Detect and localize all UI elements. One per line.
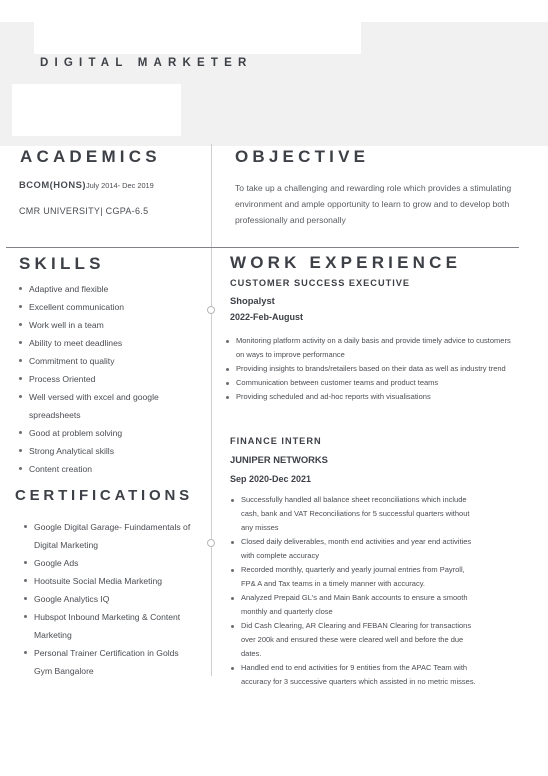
academics-degree-line (19, 179, 154, 190)
timeline-node (207, 539, 215, 547)
certification-item: Google Ads (24, 554, 194, 572)
certification-item: Hubspot Inbound Marketing & Content Marketing (24, 608, 194, 644)
work-experience-heading: WORK EXPERIENCE (230, 253, 462, 272)
academics-heading: ACADEMICS (20, 147, 161, 166)
job-bullet-list (231, 493, 476, 689)
certification-item: Personal Trainer Certification in Golds Gym Bangalore (24, 644, 194, 680)
job-bullet-list (226, 334, 511, 404)
skill-item: Well versed with excel and google spreadsheets (19, 388, 199, 424)
job-company: JUNIPER NETWORKS (230, 454, 328, 465)
job-bullet: Communication between customer teams and product teams (226, 376, 511, 390)
job-role: FINANCE INTERN (230, 436, 322, 446)
degree-dates: July 2014- Dec 2019 (85, 181, 154, 190)
job-bullet: Providing scheduled and ad-hoc reports with visualisations (226, 390, 511, 404)
job-bullet: Recorded monthly, quarterly and yearly journal entries from Payroll, FP& A and Tax teams in a timely manner with accuracy. (231, 563, 476, 591)
job-period: 2022-Feb-August (230, 312, 304, 322)
objective-heading: OBJECTIVE (235, 147, 370, 166)
certifications-list (24, 518, 194, 680)
certification-item: Google Digital Garage- Fuindamentals of Digital Marketing (24, 518, 194, 554)
skills-heading: SKILLS (19, 254, 105, 273)
skill-item: Process Oriented (19, 370, 199, 388)
skills-list (19, 280, 199, 478)
job-bullet: Successfully handled all balance sheet reconciliations which include cash, bank and VAT Reconciliations for 5 successful quarters without any misses (231, 493, 476, 535)
degree: BCOM(HONS) (19, 179, 86, 190)
job-company: Shopalyst (230, 295, 275, 306)
skill-item: Ability to meet deadlines (19, 334, 199, 352)
job-bullet: Monitoring platform activity on a daily basis and provide timely advice to customers on ways to improve performance (226, 334, 511, 362)
horizontal-divider (6, 247, 519, 248)
job-title: DIGITAL MARKETER (40, 57, 253, 69)
timeline-node (207, 306, 215, 314)
job-period: Sep 2020-Dec 2021 (230, 474, 312, 484)
certification-item: Hootsuite Social Media Marketing (24, 572, 194, 590)
skill-item: Excellent communication (19, 298, 199, 316)
name-placeholder-box (34, 22, 361, 54)
skill-item: Adaptive and flexible (19, 280, 199, 298)
job-bullet: Closed daily deliverables, month end activities and year end activities with complete accuracy (231, 535, 476, 563)
certification-item: Google Analytics IQ (24, 590, 194, 608)
vertical-divider (211, 144, 212, 676)
certifications-heading: CERTIFICATIONS (15, 487, 193, 504)
job-bullet: Providing insights to brands/retailers based on their data as well as industry trend (226, 362, 511, 376)
skill-item: Content creation (19, 460, 199, 478)
job-bullet: Analyzed Prepaid GL's and Main Bank accounts to ensure a smooth monthly and quarterly close (231, 591, 476, 619)
skill-item: Good at problem solving (19, 424, 199, 442)
job-bullet: Handled end to end activities for 9 entities from the APAC Team with accuracy for 3 successive quarters which assisted in no metric misses. (231, 661, 476, 689)
contact-placeholder-box (12, 84, 181, 136)
skill-item: Work well in a team (19, 316, 199, 334)
job-role: CUSTOMER SUCCESS EXECUTIVE (230, 278, 411, 288)
job-bullet: Did Cash Clearing, AR Clearing and FEBAN Clearing for transactions over 200k and ensured these were cleared well and before the due dates. (231, 619, 476, 661)
skill-item: Strong Analytical skills (19, 442, 199, 460)
objective-text: To take up a challenging and rewarding role which provides a stimulating environment and ample opportunity to learn to grow and to develop both professionally and personally (235, 183, 512, 225)
institution: CMR UNIVERSITY| CGPA-6.5 (19, 206, 149, 216)
skill-item: Commitment to quality (19, 352, 199, 370)
